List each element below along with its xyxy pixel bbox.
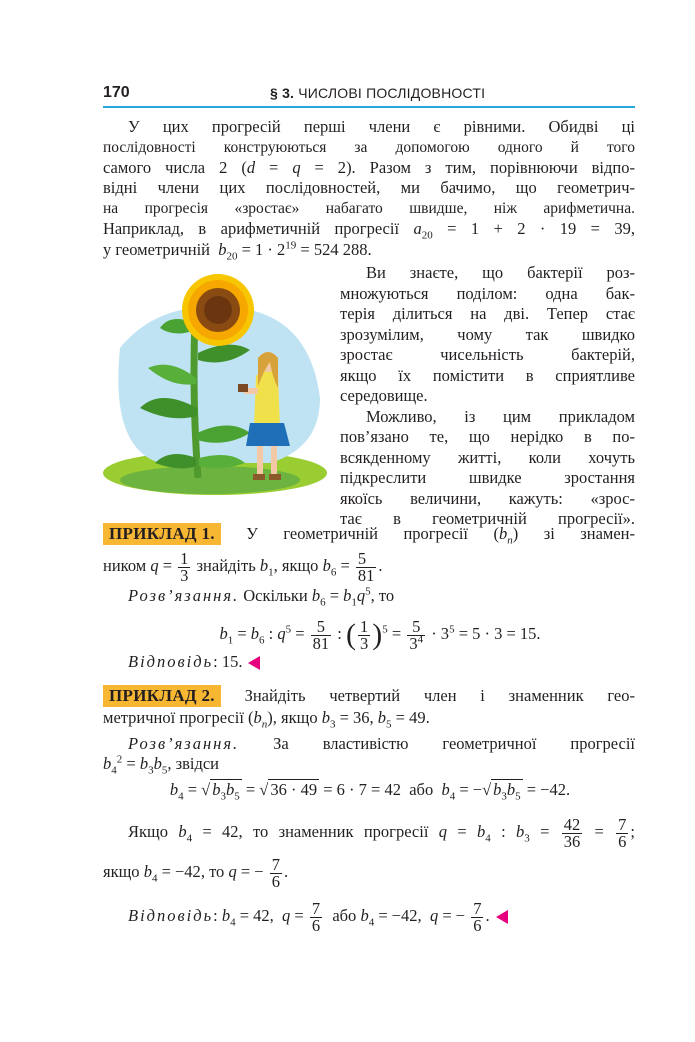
ex2-if1: Якщо xyxy=(128,822,168,841)
bacteria-line-10: всякденному житті, коли хочуть xyxy=(340,448,635,467)
ex1-text-1b: зі знамен- xyxy=(543,524,636,543)
ex1-text-2b: знайдіть xyxy=(196,556,256,575)
section-heading xyxy=(270,85,485,101)
bacteria-line-9: пов’язано те, що нерідко в по- xyxy=(340,427,635,446)
ex1-solution-text: Оскільки xyxy=(243,586,308,605)
ex1-solution: Розв’язання. Оскільки $b_6 = b_1q^5$, то xyxy=(128,585,395,609)
intro-line-6-formula: = 1 + 2 · 19 = 39, xyxy=(447,219,635,238)
ex1-solution-label: Розв’язання. xyxy=(128,586,240,605)
bacteria-line-5: зростає чисельність бактерій, xyxy=(340,345,635,364)
bacteria-line-2: множуються поділом: одна бак- xyxy=(340,284,635,303)
intro-line-7-text: у геометричній xyxy=(103,240,210,259)
section-number: § 3. xyxy=(270,85,295,101)
ex2-tag: ПРИКЛАД 2. xyxy=(103,685,221,707)
bacteria-line-12: якоїсь величини, кажуть: «зрос- xyxy=(340,489,635,508)
ex1-line-2: ником q = $\frac{1}{3}$ знайдіть $b_1$, якщо $b_6$ = $\frac{5}{81}$ . xyxy=(103,548,383,585)
bacteria-line-3: терія ділиться на дві. Тепер стає xyxy=(340,304,635,323)
intro-line-3a: самого числа 2 ( xyxy=(103,158,247,177)
intro-line-4: відні члени цих послідовностей, ми бачимо, що геометрич- xyxy=(103,178,635,197)
bacteria-line-13: тає в геометричній прогресії». xyxy=(340,509,635,528)
girl-sunflower-illustration xyxy=(100,258,332,498)
bacteria-line-4: зрозумілим, чому так швидко xyxy=(340,325,635,344)
intro-line-7-end: = 524 288. xyxy=(300,240,372,259)
ex2-solution-text: За властивістю геометричної прогресії xyxy=(273,734,635,753)
ex2-text-2b: , якщо xyxy=(272,708,318,727)
ex2-answer-abo: або xyxy=(332,906,357,925)
ex2-text-2a: метричної прогресії xyxy=(103,708,244,727)
ex2-solution xyxy=(128,734,635,754)
bacteria-line-7: середовище. xyxy=(340,386,428,405)
ex1-solution-end: , то xyxy=(370,586,395,605)
ex1-formula: $b_1 = b_6$ : $q^5$ = $\frac{5}{81}$ : ( $\frac{1}{3}$ )$^5$ = $\frac{5}{3^4}$ · $3^5 = 5 \cdot 3 = 15$. xyxy=(219,616,541,653)
intro-line-7-formula: = 1 · 2 xyxy=(241,240,286,259)
ex2-formula-1: $b_4$ = √ $b_3b_5$ = √ 36 · 49 = 6 · 7 = 42 або $b_4$ = −√ $b_3b_5 = -42$. xyxy=(169,780,571,803)
ex1-answer-label: Відповідь xyxy=(128,652,214,671)
ex2-zvidsy: , звідси xyxy=(167,754,220,773)
intro-line-6-text: Наприклад, в арифметичній прогресії xyxy=(103,219,400,238)
intro-line-5: на прогресія «зростає» набагато швидше, ніж арифметична. xyxy=(103,200,635,217)
intro-line-2: послідовності конструюються за допомогою одного й того xyxy=(103,139,635,156)
bacteria-line-6: якщо їх помістити в сприятливе xyxy=(340,366,635,385)
bacteria-line-8: Можливо, із цим прикладом xyxy=(366,407,635,426)
ex1-tag: ПРИКЛАД 1. xyxy=(103,523,221,545)
ex2-if2: якщо xyxy=(103,862,140,881)
ex2-if-line-1: Якщо $b_4 = 42$, то знаменник прогресії $q = b_4$ : $b_3$ = $\frac{42}{36}$ = $\frac{7}{6}$ ; xyxy=(128,814,636,851)
ex1-text-2c: , якщо xyxy=(273,556,319,575)
sunflower-head xyxy=(182,274,254,346)
intro-line-3: самого числа 2 (d = q = 2). Разом з тим, порівнюючи відпо- xyxy=(103,158,635,177)
intro-line-1: У цих прогресій перші члени є рівними. Обидві ці xyxy=(128,117,635,136)
intro-line-7: у геометричній $b_{20} = 1 \cdot 2^{19} = 524$ 288. xyxy=(103,239,372,263)
intro-line-3b: ). Разом з тим, порівнюючи відпо- xyxy=(346,158,635,177)
ex1-text-2a: ником xyxy=(103,556,147,575)
bacteria-line-1: Ви знаєте, що бактерії роз- xyxy=(366,263,635,282)
bacteria-line-11: підкреслити швидке зростання xyxy=(340,468,635,487)
ex2-abo-1: або xyxy=(409,780,434,799)
ex2-text-1: Знайдіть четвертий член і знаменник гео- xyxy=(244,686,635,705)
ex1-answer-value: : 15. xyxy=(213,652,243,671)
ex2-if2b: , то xyxy=(200,862,225,881)
intro-line-6: Наприклад, в арифметичній прогресії $a_{20} = 1 + 2 \cdot 19 = 39$, xyxy=(103,219,635,242)
ex2-line-1 xyxy=(103,685,635,707)
end-marker-icon xyxy=(248,656,260,670)
ex2-solution-label: Розв’язання. xyxy=(128,734,240,753)
ex2-if-line-2: якщо $b_4 = -42$, то q = − $\frac{7}{6}$ . xyxy=(103,854,289,891)
ex2-if1b: , то знаменник прогресії xyxy=(238,822,429,841)
end-marker-icon xyxy=(496,910,508,924)
ex1-line-1: ПРИКЛАД 1. У геометричній прогресії $(b_n)$ зі знамен- xyxy=(103,523,635,545)
page-number: 170 xyxy=(103,84,130,101)
ex1-text-1: У геометричній прогресії xyxy=(246,524,469,543)
ex2-answer: Відповідь: $b_4 = 42$, q = $\frac{7}{6}$ або $b_4 = -42$, q = − $\frac{7}{6}$ . xyxy=(128,896,635,936)
ex2-line-2: метричної прогресії $(b_n)$, якщо $b_3 = 36$, $b_5 = 49$. xyxy=(103,708,430,731)
ex2-property: $b_4^2 = b_3b_5$, звідси xyxy=(103,753,220,777)
section-title: ЧИСЛОВІ ПОСЛІДОВНОСТІ xyxy=(298,85,486,101)
ex1-answer xyxy=(128,652,635,672)
ex2-answer-label: Відповідь xyxy=(128,906,214,925)
header-rule xyxy=(103,106,635,108)
